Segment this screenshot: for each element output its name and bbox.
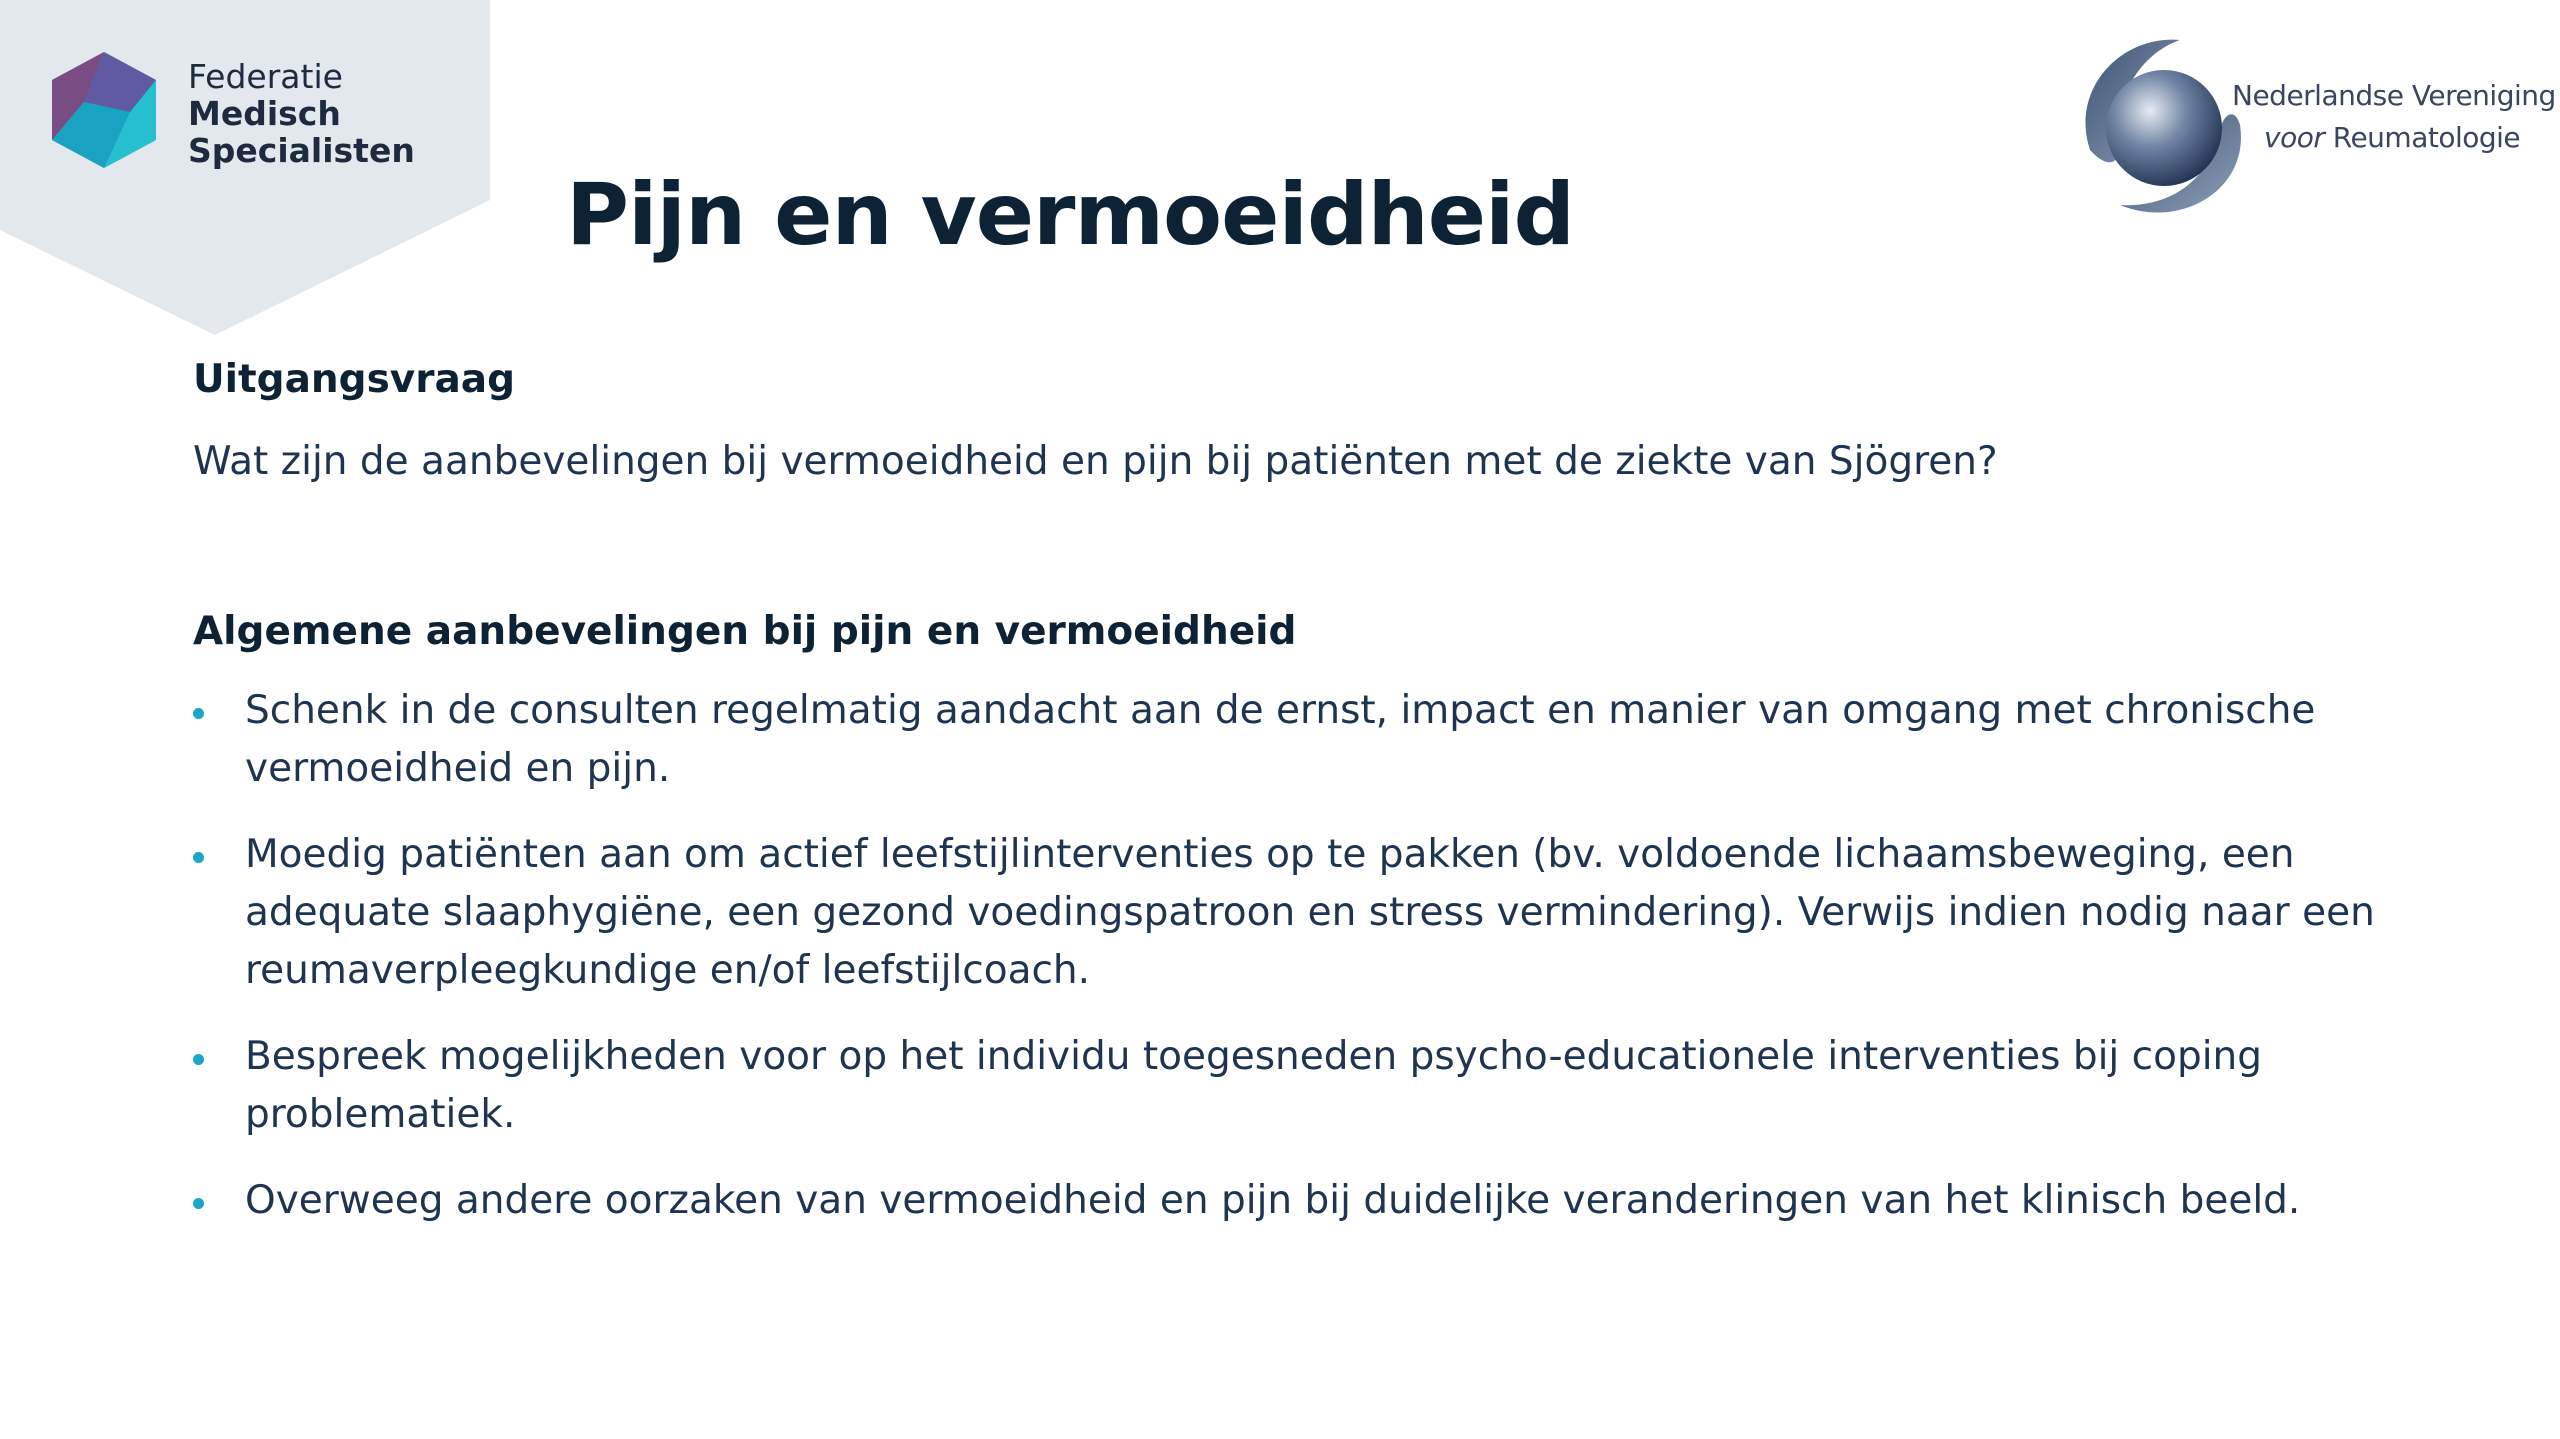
nvr-line2 <box>2232 117 2552 159</box>
list-item-text: Moedig patiënten aan om actief leefstijlinterventies op te pakken (bv. voldoende lichaamsbeweging, een adequate slaaphygiëne, een gezond voedingspatroon en stress vermindering). Verwijs indien nodig naar een reumaverpleegkundige en/of leefstijlcoach. <box>245 832 2375 993</box>
section-heading-uitgangsvraag: Uitgangsvraag <box>193 357 516 402</box>
nvr-line1: Nederlandse Vereniging <box>2232 79 2556 112</box>
nvr-logo-text <box>2232 75 2556 159</box>
question-text: Wat zijn de aanbevelingen bij vermoeidheid en pijn bij patiënten met de ziekte van Sjögren? <box>193 439 1998 484</box>
fms-line-federatie: Federatie <box>188 57 343 96</box>
list-item <box>193 1172 2423 1230</box>
fms-line-medisch: Medisch <box>188 94 341 133</box>
list-item <box>193 1028 2423 1144</box>
list-item-text: Schenk in de consulten regelmatig aandacht aan de ernst, impact en manier van omgang met chronische vermoeidheid en pijn. <box>245 688 2316 791</box>
section-heading-aanbevelingen: Algemene aanbevelingen bij pijn en vermoeidheid <box>193 609 1297 654</box>
sphere-logo-icon <box>2060 30 2260 225</box>
page-title: Pijn en vermoeidheid <box>566 165 1575 265</box>
list-item <box>193 826 2423 1000</box>
nvr-logo <box>2060 30 2560 230</box>
list-item-text: Overweeg andere oorzaken van vermoeidheid en pijn bij duidelijke veranderingen van het klinisch beeld. <box>245 1178 2301 1223</box>
hexagon-logo-icon <box>42 48 166 172</box>
list-item <box>193 682 2423 798</box>
slide-content <box>193 350 2423 1258</box>
fms-line-specialisten: Specialisten <box>188 131 415 170</box>
nvr-line2-voor: voor <box>2264 121 2325 154</box>
bullet-icon <box>193 1054 204 1065</box>
fms-logo-text <box>188 58 415 169</box>
bullet-icon <box>193 1198 204 1209</box>
recommendation-list <box>193 682 2423 1230</box>
bullet-icon <box>193 708 204 719</box>
bullet-icon <box>193 852 204 863</box>
list-item-text: Bespreek mogelijkheden voor op het individu toegesneden psycho-educationele interventies bij coping problematiek. <box>245 1034 2263 1137</box>
nvr-line2-rest: Reumatologie <box>2324 121 2521 154</box>
